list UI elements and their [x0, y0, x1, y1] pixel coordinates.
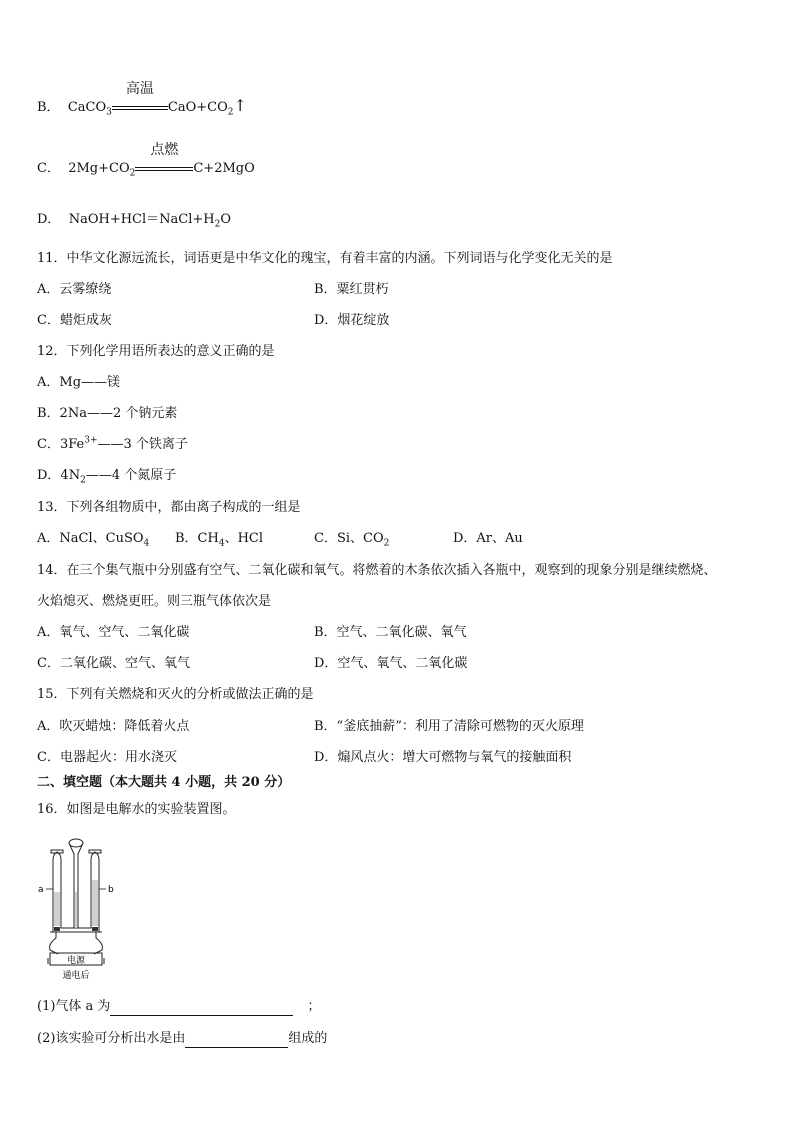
q14-option-b: B．空气、二氧化碳、氧气 — [314, 625, 467, 640]
power-label: 电源 — [66, 956, 86, 966]
q10-option-c: C． $2Mg+CO_2$ 点燃 C+2MgO — [37, 142, 255, 179]
q13-option-d: D．Ar、Au — [453, 531, 523, 546]
q13-option-a: A．NaCl、CuSO$_4$ — [37, 531, 150, 549]
figure-caption: 通电后 — [62, 971, 90, 981]
q15-option-c: C．电器起火：用水浇灭 — [37, 750, 177, 765]
q14-option-c: C．二氧化碳、空气、氧气 — [37, 656, 190, 671]
section-heading-fill-in: 二、填空题（本大题共 4 小题，共 20 分） — [37, 775, 291, 790]
q13-option-b: B．$CH_4$、HCl — [175, 531, 264, 549]
q13-option-c: C．Si、$CO_2$ — [314, 531, 390, 549]
q12-option-c: C．$3Fe^{3+}——3$ 个铁离子 — [37, 435, 188, 452]
q15-option-a: A．吹灭蜡烛：降低着火点 — [37, 719, 190, 734]
q11-option-a: A．云雾缭绕 — [37, 282, 112, 297]
q11-option-b: B．粟红贯朽 — [314, 282, 389, 297]
label-a: a — [38, 885, 44, 895]
q10-option-b: B． CaCO$_3$ 高温 $CaO+CO_2↑$ — [37, 81, 247, 118]
q15-option-b: B．“釜底抽薪”：利用了清除可燃物的灭火原理 — [314, 719, 584, 734]
label-b: b — [108, 885, 114, 895]
q14-option-a: A．氧气、空气、二氧化碳 — [37, 625, 190, 640]
answer-blank-1[interactable] — [110, 1001, 293, 1016]
q10-option-d: D． $NaOH+HCl=NaCl+H_2O$ — [37, 212, 232, 230]
q15-option-d: D．煽风点火：增大可燃物与氧气的接触面积 — [314, 750, 572, 765]
answer-blank-2[interactable] — [185, 1033, 288, 1048]
q12-option-d: D．$4N_2——4$ 个氮原子 — [37, 468, 177, 486]
q11-stem: 11．中华文化源远流长，词语更是中华文化的瑰宝，有着丰富的内涵。下列词语与化学变化无关的是 — [37, 251, 613, 266]
reaction-condition-b: 高温 — [112, 99, 168, 117]
q12-stem: 12．下列化学用语所表达的意义正确的是 — [37, 344, 275, 359]
q14-stem-line2: 火焰熄灭、燃烧更旺。则三瓶气体依次是 — [37, 594, 272, 609]
electrolysis-apparatus-figure — [36, 832, 120, 984]
q14-stem-line1: 14．在三个集气瓶中分别盛有空气、二氧化碳和氧气。将燃着的木条依次插入各瓶中，观察到的现象分别是继续燃烧、 — [37, 563, 717, 578]
reaction-condition-c: 点燃 — [135, 160, 193, 178]
q11-option-c: C．蜡炬成灰 — [37, 313, 112, 328]
q16-stem: 16．如图是电解水的实验装置图。 — [37, 802, 236, 817]
q13-stem: 13．下列各组物质中，都由离子构成的一组是 — [37, 500, 301, 515]
q12-option-a: A．Mg——镁 — [37, 375, 121, 390]
q15-stem: 15．下列有关燃烧和灭火的分析或做法正确的是 — [37, 687, 314, 702]
q12-option-b: B．2Na——2 个钠元素 — [37, 406, 178, 421]
q16-part2: (2)该实验可分析出水是由 组成的 — [37, 1031, 328, 1046]
q14-option-d: D．空气、氧气、二氧化碳 — [314, 656, 468, 671]
q11-option-d: D．烟花绽放 — [314, 313, 390, 328]
q16-part1: (1)气体 a 为 ； — [37, 999, 321, 1014]
